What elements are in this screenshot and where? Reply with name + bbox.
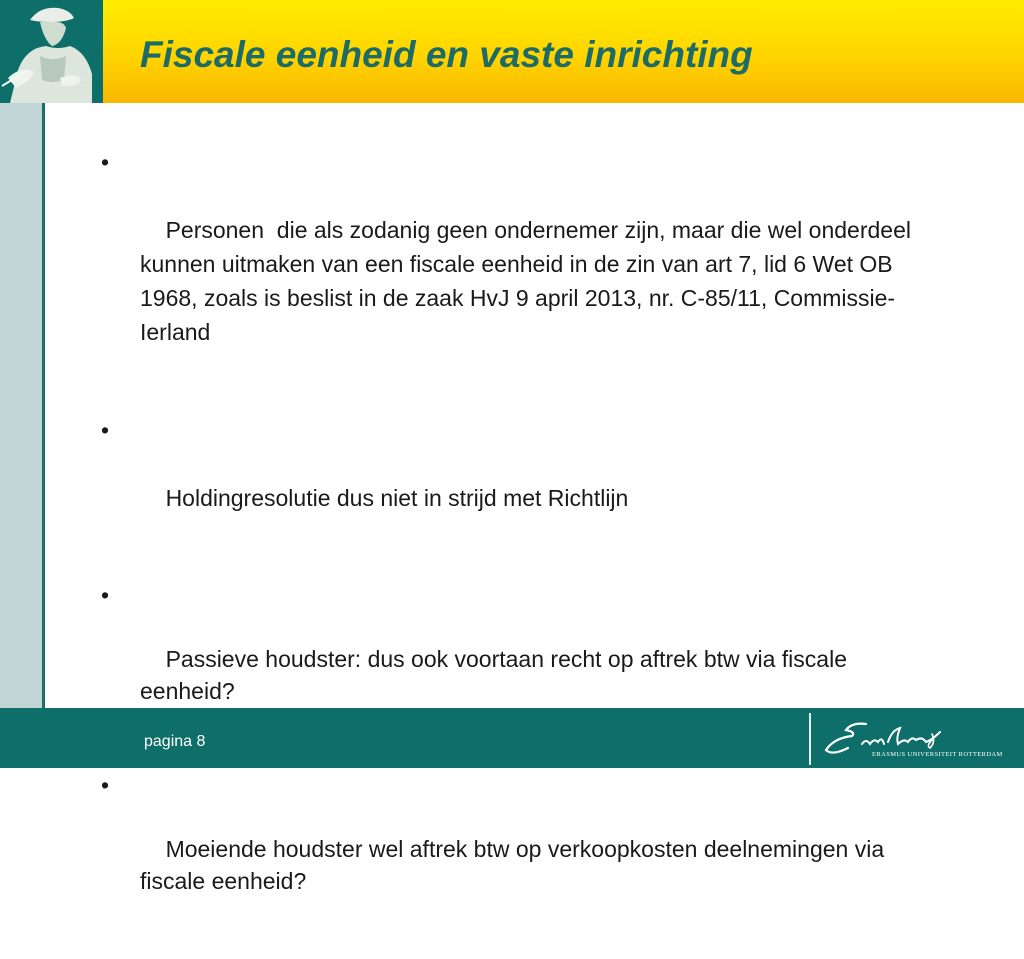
side-divider	[42, 103, 45, 708]
bullet-dot: •	[101, 417, 110, 443]
bullet-dot: •	[101, 582, 110, 608]
bullet-item	[101, 413, 941, 549]
bullet-item	[101, 769, 941, 929]
bullet-text: Moeiende houdster wel aftrek btw op verkoopkosten deelnemingen via fiscale eenheid?	[140, 836, 891, 894]
bullet-text: Passieve houdster: dus ook voortaan recht op aftrek btw via fiscale eenheid?	[140, 646, 854, 704]
bullet-dot: •	[101, 772, 110, 798]
footer-divider	[809, 713, 811, 765]
bullet-text: Holdingresolutie dus niet in strijd met Richtlijn	[165, 485, 629, 511]
erasmus-portrait-icon	[0, 0, 103, 103]
bullet-dot: •	[101, 149, 110, 175]
side-bar	[0, 103, 42, 708]
slide-title: Fiscale eenheid en vaste inrichting	[140, 34, 753, 75]
bullet-item	[101, 145, 941, 383]
bullet-text: Personen die als zodanig geen ondernemer zijn, maar die wel onderdeel kunnen uitmaken van een fiscale eenheid in de zin van art 7, lid 6 Wet OB 1968, zoals is beslist in de zaak HvJ 9 april 2013, nr. C-85/11, Commissie-Ierland	[140, 217, 918, 345]
bullet-list	[101, 145, 941, 959]
page-number: pagina 8	[144, 733, 206, 750]
university-name: ERASMUS UNIVERSITEIT ROTTERDAM	[872, 751, 1003, 758]
